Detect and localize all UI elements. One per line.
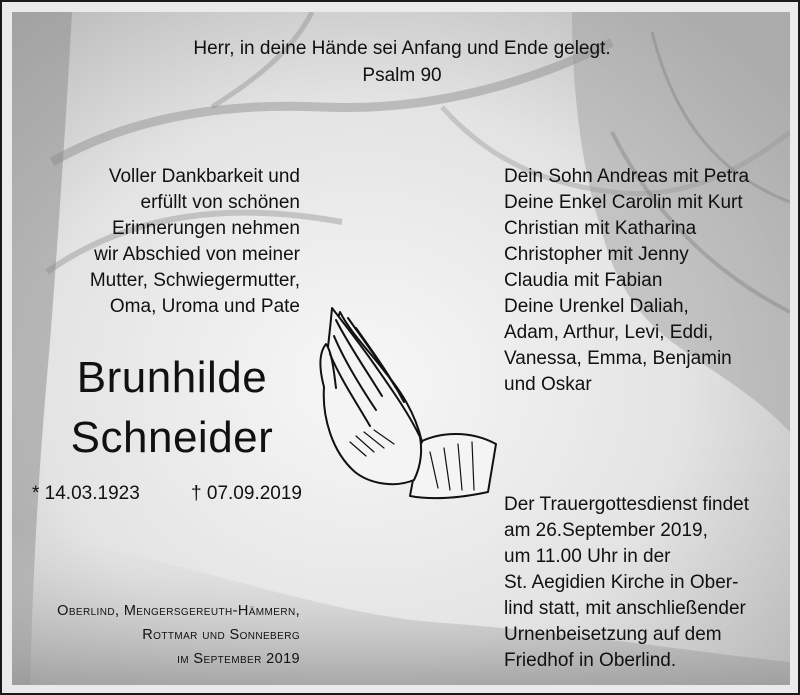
places-line: im September 2019 xyxy=(177,651,300,667)
family-line: Vanessa, Emma, Benjamin xyxy=(504,348,732,369)
deceased-name xyxy=(22,348,322,468)
service-line: St. Aegidien Kirche in Ober- xyxy=(504,572,739,593)
family-line: Dein Sohn Andreas mit Petra xyxy=(504,166,750,187)
motto xyxy=(2,35,800,89)
intro-text xyxy=(42,164,300,320)
service-line: um 11.00 Uhr in der xyxy=(504,546,671,567)
birth-date: * 14.03.1923 xyxy=(32,483,140,504)
death-date: † 07.09.2019 xyxy=(191,483,302,504)
deceased-first-name: Brunhilde xyxy=(76,353,268,402)
family-line: und Oskar xyxy=(504,374,592,395)
motto-verse: Herr, in deine Hände sei Anfang und Ende gelegt. xyxy=(193,38,611,59)
family-line: Deine Enkel Carolin mit Kurt xyxy=(504,192,743,213)
service-line: am 26.September 2019, xyxy=(504,520,708,541)
places-line: Oberlind, Mengersgereuth-Hämmern, xyxy=(57,603,300,619)
places-and-date xyxy=(22,599,300,671)
intro-line: Voller Dankbarkeit und xyxy=(108,166,300,187)
family-line: Christopher mit Jenny xyxy=(504,244,689,265)
praying-hands-icon xyxy=(310,292,510,512)
service-line: lind statt, mit anschließender xyxy=(504,598,746,619)
family-line: Christian mit Katharina xyxy=(504,218,697,239)
intro-line: Oma, Uroma und Pate xyxy=(109,296,300,317)
service-line: Der Trauergottesdienst findet xyxy=(504,494,750,515)
family-line: Adam, Arthur, Levi, Eddi, xyxy=(504,322,714,343)
places-line: Rottmar und Sonneberg xyxy=(142,627,300,643)
family-line: Deine Urenkel Daliah, xyxy=(504,296,689,317)
life-dates xyxy=(32,481,302,507)
intro-line: wir Abschied von meiner xyxy=(94,244,300,265)
motto-source: Psalm 90 xyxy=(362,65,442,86)
funeral-service-info xyxy=(504,492,749,674)
deceased-last-name: Schneider xyxy=(70,413,274,462)
family-list xyxy=(504,164,749,398)
intro-line: Mutter, Schwiegermutter, xyxy=(89,270,300,291)
service-line: Urnenbeisetzung auf dem xyxy=(504,624,722,645)
service-line: Friedhof in Oberlind. xyxy=(504,650,677,671)
intro-line: erfüllt von schönen xyxy=(140,192,300,213)
intro-line: Erinnerungen nehmen xyxy=(111,218,300,239)
family-line: Claudia mit Fabian xyxy=(504,270,663,291)
